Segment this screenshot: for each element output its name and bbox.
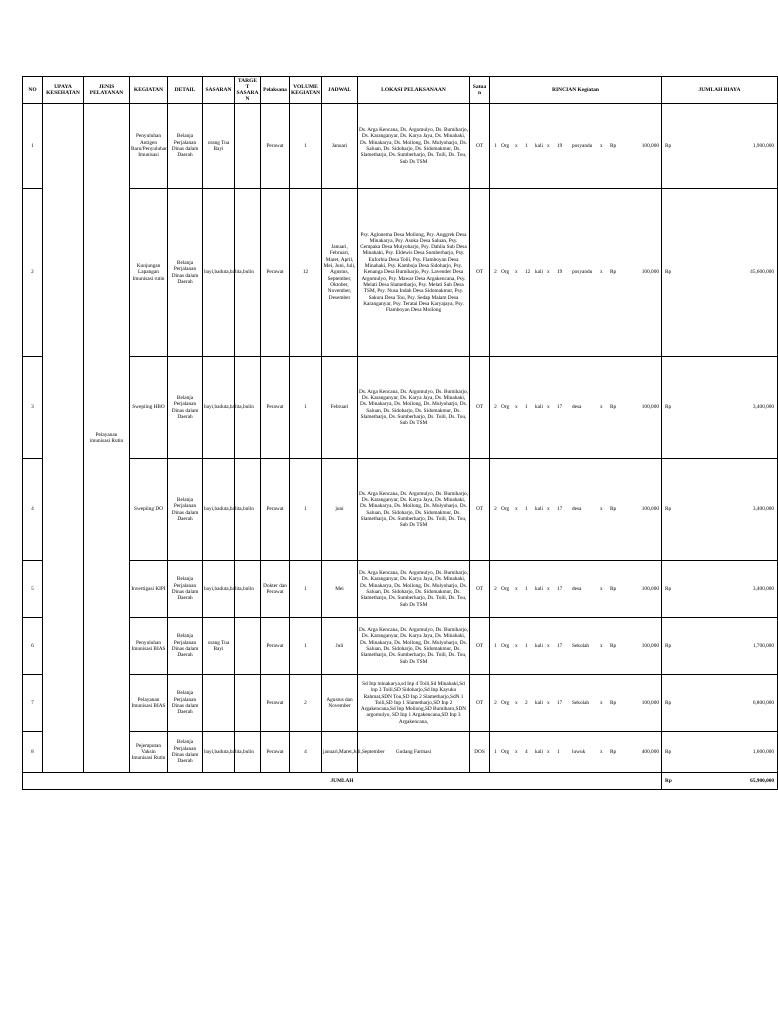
cell-jadwal: Agustus dan November	[322, 675, 358, 732]
cell-pelaksana: Dokter dan Perawat	[261, 561, 290, 618]
cell-jumlah-currency: Rp	[662, 561, 699, 618]
cell-jumlah-currency: Rp	[662, 675, 699, 732]
rincian-line	[490, 643, 661, 649]
rincian-r-x3: x	[600, 404, 603, 411]
cell-target-sasaran	[235, 675, 261, 732]
rincian-r-org: Org	[501, 585, 510, 592]
cell-jadwal: juni	[322, 459, 358, 561]
rincian-r-kali: kali	[535, 269, 543, 276]
total-label: JUMLAH	[23, 773, 662, 790]
cell-jadwal: Januari, Februari, Maret, April, Mei, Juni, Juli, Agustus, September, Oktober, November, Desember	[322, 189, 358, 357]
rincian-r-kali-n: 4	[525, 748, 528, 755]
cell-pelaksana: Perawat	[261, 618, 290, 675]
rincian-r-kali: kali	[535, 585, 543, 592]
cell-kegiatan: Swepiing DO	[130, 459, 168, 561]
header-detail: DETAIL	[168, 77, 203, 104]
cell-jadwal: Mei	[322, 561, 358, 618]
table-row	[23, 618, 778, 675]
rincian-r-n: 2	[494, 506, 497, 513]
rincian-r-price: 100,000	[641, 404, 659, 411]
cell-lokasi: Ds. Arga Kencana, Ds. Argomulyo, Ds. Bumiharjo, Ds. Karanganyar, Ds. Karya Jaya, Ds. Minahaki, Ds. Minakarya, Ds. Moilong, Ds. Mulyoharjo, Ds. Saluan, Ds. Sidoharjo, Ds. Sidomakmur, Ds. Slametharjo, Ds. Sumberharjo, Ds. Toili, Ds. Tou, Sub Ds TSM	[358, 561, 470, 618]
cell-volume: 1	[290, 618, 322, 675]
rincian-r-price: 100,000	[641, 269, 659, 276]
cell-no: 3	[23, 357, 43, 459]
header-upaya-kesehatan: UPAYA KESEHATAN	[43, 77, 84, 104]
rincian-r-unit: posyandu	[572, 269, 593, 276]
rincian-r-x1: x	[515, 748, 518, 755]
cell-sasaran: bayi,baduta,balita,bulin	[203, 732, 235, 773]
rincian-r-x3: x	[600, 269, 603, 276]
header-target-sasaran: TARGE T SASARA N	[236, 78, 259, 102]
header-lokasi-pelaksanaan: LOKASI PELAKSANAAN	[358, 77, 470, 104]
rincian-r-rp: Rp	[610, 269, 617, 276]
rincian-r-org: Org	[501, 404, 510, 411]
header-jadwal: JADWAL	[322, 77, 358, 104]
cell-jumlah-amount: 45,600,000	[699, 189, 778, 357]
cell-detail: Belanja Perjalanan Dinas dalam Daerah	[168, 189, 203, 357]
cell-jumlah-amount: 1,700,000	[699, 618, 778, 675]
rincian-r-x2: x	[547, 142, 550, 149]
rincian-r-x2: x	[547, 585, 550, 592]
rincian-r-price: 400,000	[641, 748, 659, 755]
rincian-r-kali-n: 1	[525, 404, 528, 411]
rincian-r-x2: x	[547, 748, 550, 755]
cell-kegiatan: Penyuluhan Antigen Baru/Penyuluhan Imunisasi	[130, 104, 168, 189]
cell-lokasi: Ds. Arga Kencana, Ds. Argomulyo, Ds. Bumiharjo, Ds. Karanganyar, Ds. Karya Jaya, Ds. Minahaki, Ds. Minakarya, Ds. Moilong, Ds. Mulyoharjo, Ds. Saluan, Ds. Sidoharjo, Ds. Sidomakmur, Ds. Slametharjo, Ds. Sumberharjo, Ds. Toili, Ds. Tou, Sub Ds TSM	[358, 104, 470, 189]
header-no: NO	[23, 77, 43, 104]
cell-kegiatan: Kunjungan Lapangan Imunisasi rutin	[130, 189, 168, 357]
header-row	[23, 77, 778, 104]
cell-jumlah-currency: Rp	[662, 357, 699, 459]
cell-kegiatan: Swepiing HBO	[130, 357, 168, 459]
cell-rincian	[490, 561, 662, 618]
rincian-line	[490, 586, 661, 592]
header-sasaran: SASARAN	[203, 77, 235, 104]
rincian-r-unit: Sekolah	[572, 642, 590, 649]
rincian-r-x1: x	[515, 642, 518, 649]
rincian-r-price: 100,000	[641, 699, 659, 706]
cell-detail: Belanja Perjalanan Dinas dalam Daerah	[168, 459, 203, 561]
rincian-r-q: 17	[557, 642, 563, 649]
header-jenis-pelayanan: JENIS PELAYANAN	[84, 77, 130, 104]
rincian-r-q: 19	[557, 142, 563, 149]
cell-pelaksana: Perawat	[261, 357, 290, 459]
rincian-r-x3: x	[600, 506, 603, 513]
cell-pelaksana: Perawat	[261, 732, 290, 773]
table-row	[23, 104, 778, 189]
cell-no: 2	[23, 189, 43, 357]
cell-lokasi: Ds. Arga Kencana, Ds. Argomulyo, Ds. Bumiharjo, Ds. Karanganyar, Ds. Karya Jaya, Ds. Minahaki, Ds. Minakarya, Ds. Moilong, Ds. Mulyoharjo, Ds. Saluan, Ds. Sidoharjo, Ds. Sidomakmur, Ds. Slametharjo, Ds. Sumberharjo, Ds. Toili, Ds. Tou, Sub Ds TSM	[358, 618, 470, 675]
rincian-r-q: 19	[557, 269, 563, 276]
cell-satuan: OT	[470, 189, 490, 357]
cell-sasaran: orang Tua Bayi	[203, 618, 235, 675]
cell-jumlah-currency: Rp	[662, 189, 699, 357]
rincian-r-price: 100,000	[641, 642, 659, 649]
cell-no: 4	[23, 459, 43, 561]
rincian-r-org: Org	[501, 506, 510, 513]
rincian-r-kali-n: 2	[525, 699, 528, 706]
rincian-r-n: 1	[494, 748, 497, 755]
cell-jadwal: Juli	[322, 618, 358, 675]
rincian-r-rp: Rp	[610, 642, 617, 649]
total-currency: Rp	[662, 773, 699, 790]
cell-kegiatan: Invertigasi KIPI	[130, 561, 168, 618]
rincian-r-x2: x	[547, 404, 550, 411]
rincian-r-rp: Rp	[610, 748, 617, 755]
rincian-r-x2: x	[547, 506, 550, 513]
cell-detail: Belanja Perjalanan Dinas dalam Daerah	[168, 675, 203, 732]
cell-satuan: OT	[470, 675, 490, 732]
cell-jumlah-currency: Rp	[662, 618, 699, 675]
rincian-line	[490, 269, 661, 275]
cell-jadwal: Februari	[322, 357, 358, 459]
rincian-r-unit: desa	[572, 585, 582, 592]
rincian-r-rp: Rp	[610, 585, 617, 592]
rincian-r-rp: Rp	[610, 404, 617, 411]
header-kegiatan: KEGIATAN	[130, 77, 168, 104]
cell-detail: Belanja Perjalanan Dinas dalam Daerah	[168, 357, 203, 459]
cell-pelaksana: Perawat	[261, 675, 290, 732]
cell-pelaksana: Perawat	[261, 189, 290, 357]
budget-table	[22, 76, 778, 790]
rincian-line	[490, 143, 661, 149]
rincian-r-org: Org	[501, 642, 510, 649]
header-volume-kegiatan: VOLUME KEGIATAN	[290, 77, 322, 104]
cell-satuan: OT	[470, 561, 490, 618]
rincian-r-x3: x	[600, 642, 603, 649]
cell-jumlah-amount: 1,600,000	[699, 732, 778, 773]
rincian-r-n: 1	[494, 642, 497, 649]
rincian-r-x1: x	[515, 404, 518, 411]
cell-target-sasaran	[235, 618, 261, 675]
rincian-r-x3: x	[600, 699, 603, 706]
cell-volume: 1	[290, 459, 322, 561]
table-row	[23, 459, 778, 561]
header-satuan: Satua n	[470, 77, 490, 104]
cell-satuan: OT	[470, 459, 490, 561]
rincian-r-rp: Rp	[610, 142, 617, 149]
rincian-r-x2: x	[547, 699, 550, 706]
cell-jumlah-currency: Rp	[662, 104, 699, 189]
cell-kegiatan: Pejemputan Vaksin Imunisasi Rutin	[130, 732, 168, 773]
rincian-r-unit: Sekolah	[572, 699, 590, 706]
rincian-r-n: 1	[494, 142, 497, 149]
rincian-r-kali-n: 1	[525, 142, 528, 149]
rincian-r-kali-n: 1	[525, 506, 528, 513]
rincian-r-x1: x	[515, 585, 518, 592]
cell-volume: 1	[290, 104, 322, 189]
cell-kegiatan: Penyuluhan Imunisasi BIAS	[130, 618, 168, 675]
rincian-r-n: 2	[494, 269, 497, 276]
cell-jumlah-amount: 6,800,000	[699, 675, 778, 732]
cell-sasaran: bayi,baduta,balita,bulin	[203, 561, 235, 618]
cell-no: 1	[23, 104, 43, 189]
rincian-line	[490, 749, 661, 755]
rincian-r-q: 17	[557, 404, 563, 411]
cell-jadwal: Januari	[322, 104, 358, 189]
rincian-r-kali: kali	[535, 142, 543, 149]
cell-jumlah-currency: Rp	[662, 732, 699, 773]
rincian-r-q: 17	[557, 585, 563, 592]
cell-lokasi: Psy. Aglonema Desa Moilong, Psy. Anggrek Desa Minakarya, Psy. Asoka Desa Saluan, Psy. Cempaka Desa Mulyoharjo, Psy. Dahlia Sub Desa Minahaki, Psy. Eldewis Desa Sumberharjo, Psy. Euforbia Desa Toili, Psy. Flamboyan Desa Minahaki, Psy. Kamboja Desa Sidoharjo, Psy. Kenanga Desa Bumiharjo, Psy. Lavender Desa Argomulyo, Psy. Mawar Desa Argakencana, Psy. Melati Desa Slametharjo, Psy. Melati Sub Desa TSM, Psy. Nusa Indah Desa Sidomakmur, Psy. Sakura Desa Tou, Psy. Sedap Malam Desa Karanganyar, Psy. Teratai Desa Karyajaya, Psy. Flamboyan Desa Moilong	[358, 189, 470, 357]
rincian-r-price: 100,000	[641, 142, 659, 149]
rincian-r-q: 17	[557, 699, 563, 706]
cell-rincian	[490, 618, 662, 675]
cell-rincian	[490, 459, 662, 561]
rincian-line	[490, 700, 661, 706]
rincian-r-x1: x	[515, 506, 518, 513]
rincian-r-q: 1	[557, 748, 560, 755]
rincian-r-org: Org	[501, 699, 510, 706]
table-row	[23, 732, 778, 773]
cell-sasaran: bayi,baduta,balita,bulin	[203, 357, 235, 459]
rincian-r-kali: kali	[535, 404, 543, 411]
cell-pelaksana: Perawat	[261, 104, 290, 189]
cell-sasaran: bayi,baduta,balita,bulin	[203, 459, 235, 561]
rincian-r-x3: x	[600, 142, 603, 149]
cell-volume: 1	[290, 561, 322, 618]
cell-rincian	[490, 675, 662, 732]
cell-target-sasaran	[235, 104, 261, 189]
rincian-r-x1: x	[515, 269, 518, 276]
header-jumlah-biaya: JUMLAH BIAYA	[662, 77, 778, 104]
cell-jumlah-currency: Rp	[662, 459, 699, 561]
rincian-r-unit: desa	[572, 506, 582, 513]
rincian-r-kali-n: 1	[525, 642, 528, 649]
cell-sasaran	[203, 675, 235, 732]
cell-lokasi: Sd Inp minakarya,sd Inp 4 Toili,Sd Minahaki,Sd inp 3 Toili,SD Sidoharjo,Sd Inp Kayuku Rahmat,SDN Tou,SD Inp 2 Slametharjo,SdN 1 Toili,SD Inp 1 Slametharjo,SD Inp 2 Argakencana,Sd Inp Moilong,SD Bumiharo,SDN argomulyo, SD Inp 1 Argakencana,SD Inp 3 Argakencana,	[358, 675, 470, 732]
rincian-r-q: 17	[557, 506, 563, 513]
cell-detail: Belanja Perjalanan Dinas dalam Daerah	[168, 561, 203, 618]
cell-sasaran: orang Tua Bayi	[203, 104, 235, 189]
rincian-r-x2: x	[547, 642, 550, 649]
rincian-r-rp: Rp	[610, 506, 617, 513]
cell-satuan: OT	[470, 357, 490, 459]
rincian-r-unit: luwuk	[572, 748, 586, 755]
cell-upaya-kesehatan	[43, 104, 84, 773]
rincian-r-org: Org	[501, 142, 510, 149]
rincian-r-x3: x	[600, 585, 603, 592]
cell-rincian	[490, 104, 662, 189]
cell-volume: 1	[290, 357, 322, 459]
rincian-line	[490, 506, 661, 512]
rincian-r-kali: kali	[535, 506, 543, 513]
table-row	[23, 561, 778, 618]
cell-kegiatan: Pelayanan Imunisasi BIAS	[130, 675, 168, 732]
cell-satuan: DOS	[470, 732, 490, 773]
table-row	[23, 189, 778, 357]
cell-no: 8	[23, 732, 43, 773]
cell-jadwal: januari,Maret,Juli,September	[322, 732, 358, 773]
cell-sasaran: bayi,baduta,balita,bulin	[203, 189, 235, 357]
cell-jumlah-amount: 3,400,000	[699, 561, 778, 618]
rincian-r-kali: kali	[535, 699, 543, 706]
cell-lokasi: Ds. Arga Kencana, Ds. Argomulyo, Ds. Bumiharjo, Ds. Karanganyar, Ds. Karya Jaya, Ds. Minahaki, Ds. Minakarya, Ds. Moilong, Ds. Mulyoharjo, Ds. Saluan, Ds. Sidoharjo, Ds. Sidomakmur, Ds. Slametharjo, Ds. Sumberharjo, Ds. Toili, Ds. Tou, Sub Ds TSM	[358, 459, 470, 561]
rincian-r-x1: x	[515, 142, 518, 149]
rincian-r-n: 2	[494, 404, 497, 411]
cell-detail: Belanja Perjalanan Dinas dalam Daerah	[168, 618, 203, 675]
cell-lokasi: Gudang Farmasi	[358, 732, 470, 773]
rincian-r-price: 100,000	[641, 506, 659, 513]
rincian-r-n: 2	[494, 699, 497, 706]
rincian-r-kali-n: 12	[525, 269, 531, 276]
rincian-r-x1: x	[515, 699, 518, 706]
rincian-r-unit: posyandu	[572, 142, 593, 149]
rincian-r-rp: Rp	[610, 699, 617, 706]
rincian-r-kali: kali	[535, 642, 543, 649]
cell-jumlah-amount: 1,900,000	[699, 104, 778, 189]
cell-jumlah-amount: 3,400,000	[699, 357, 778, 459]
rincian-r-x3: x	[600, 748, 603, 755]
table-row	[23, 675, 778, 732]
rincian-r-n: 2	[494, 585, 497, 592]
cell-jumlah-amount: 3,400,000	[699, 459, 778, 561]
cell-volume: 4	[290, 732, 322, 773]
total-row	[23, 773, 778, 790]
cell-volume: 12	[290, 189, 322, 357]
rincian-r-org: Org	[501, 269, 510, 276]
rincian-r-x2: x	[547, 269, 550, 276]
cell-rincian	[490, 732, 662, 773]
cell-satuan: OT	[470, 104, 490, 189]
rincian-r-kali-n: 1	[525, 585, 528, 592]
cell-no: 6	[23, 618, 43, 675]
table-row	[23, 357, 778, 459]
cell-no: 5	[23, 561, 43, 618]
cell-pelaksana: Perawat	[261, 459, 290, 561]
cell-lokasi: Ds. Arga Kencana, Ds. Argomulyo, Ds. Bumiharjo, Ds. Karanganyar, Ds. Karya Jaya, Ds. Minahaki, Ds. Minakarya, Ds. Moilong, Ds. Mulyoharjo, Ds. Saluan, Ds. Sidoharjo, Ds. Sidomakmur, Ds. Slametharjo, Ds. Sumberharjo, Ds. Toili, Ds. Tou, Sub Ds TSM	[358, 357, 470, 459]
header-pelaksana: Pelaksana	[261, 77, 290, 104]
cell-rincian	[490, 189, 662, 357]
cell-detail: Belanja Perjalanan Dinas dalam Daerah	[168, 732, 203, 773]
cell-volume: 2	[290, 675, 322, 732]
total-amount: 65,900,000	[699, 773, 778, 790]
rincian-r-unit: desa	[572, 404, 582, 411]
cell-no: 7	[23, 675, 43, 732]
header-rincian-kegiatan: RINCIAN Kegiatan	[490, 77, 662, 104]
rincian-r-kali: kali	[535, 748, 543, 755]
rincian-r-price: 100,000	[641, 585, 659, 592]
cell-detail: Belanja Perjalanan Dinas dalam Daerah	[168, 104, 203, 189]
cell-satuan: OT	[470, 618, 490, 675]
cell-jenis-pelayanan: Pelayanan imunisasi Rutin	[84, 104, 130, 773]
rincian-r-org: Org	[501, 748, 510, 755]
rincian-line	[490, 404, 661, 410]
cell-rincian	[490, 357, 662, 459]
